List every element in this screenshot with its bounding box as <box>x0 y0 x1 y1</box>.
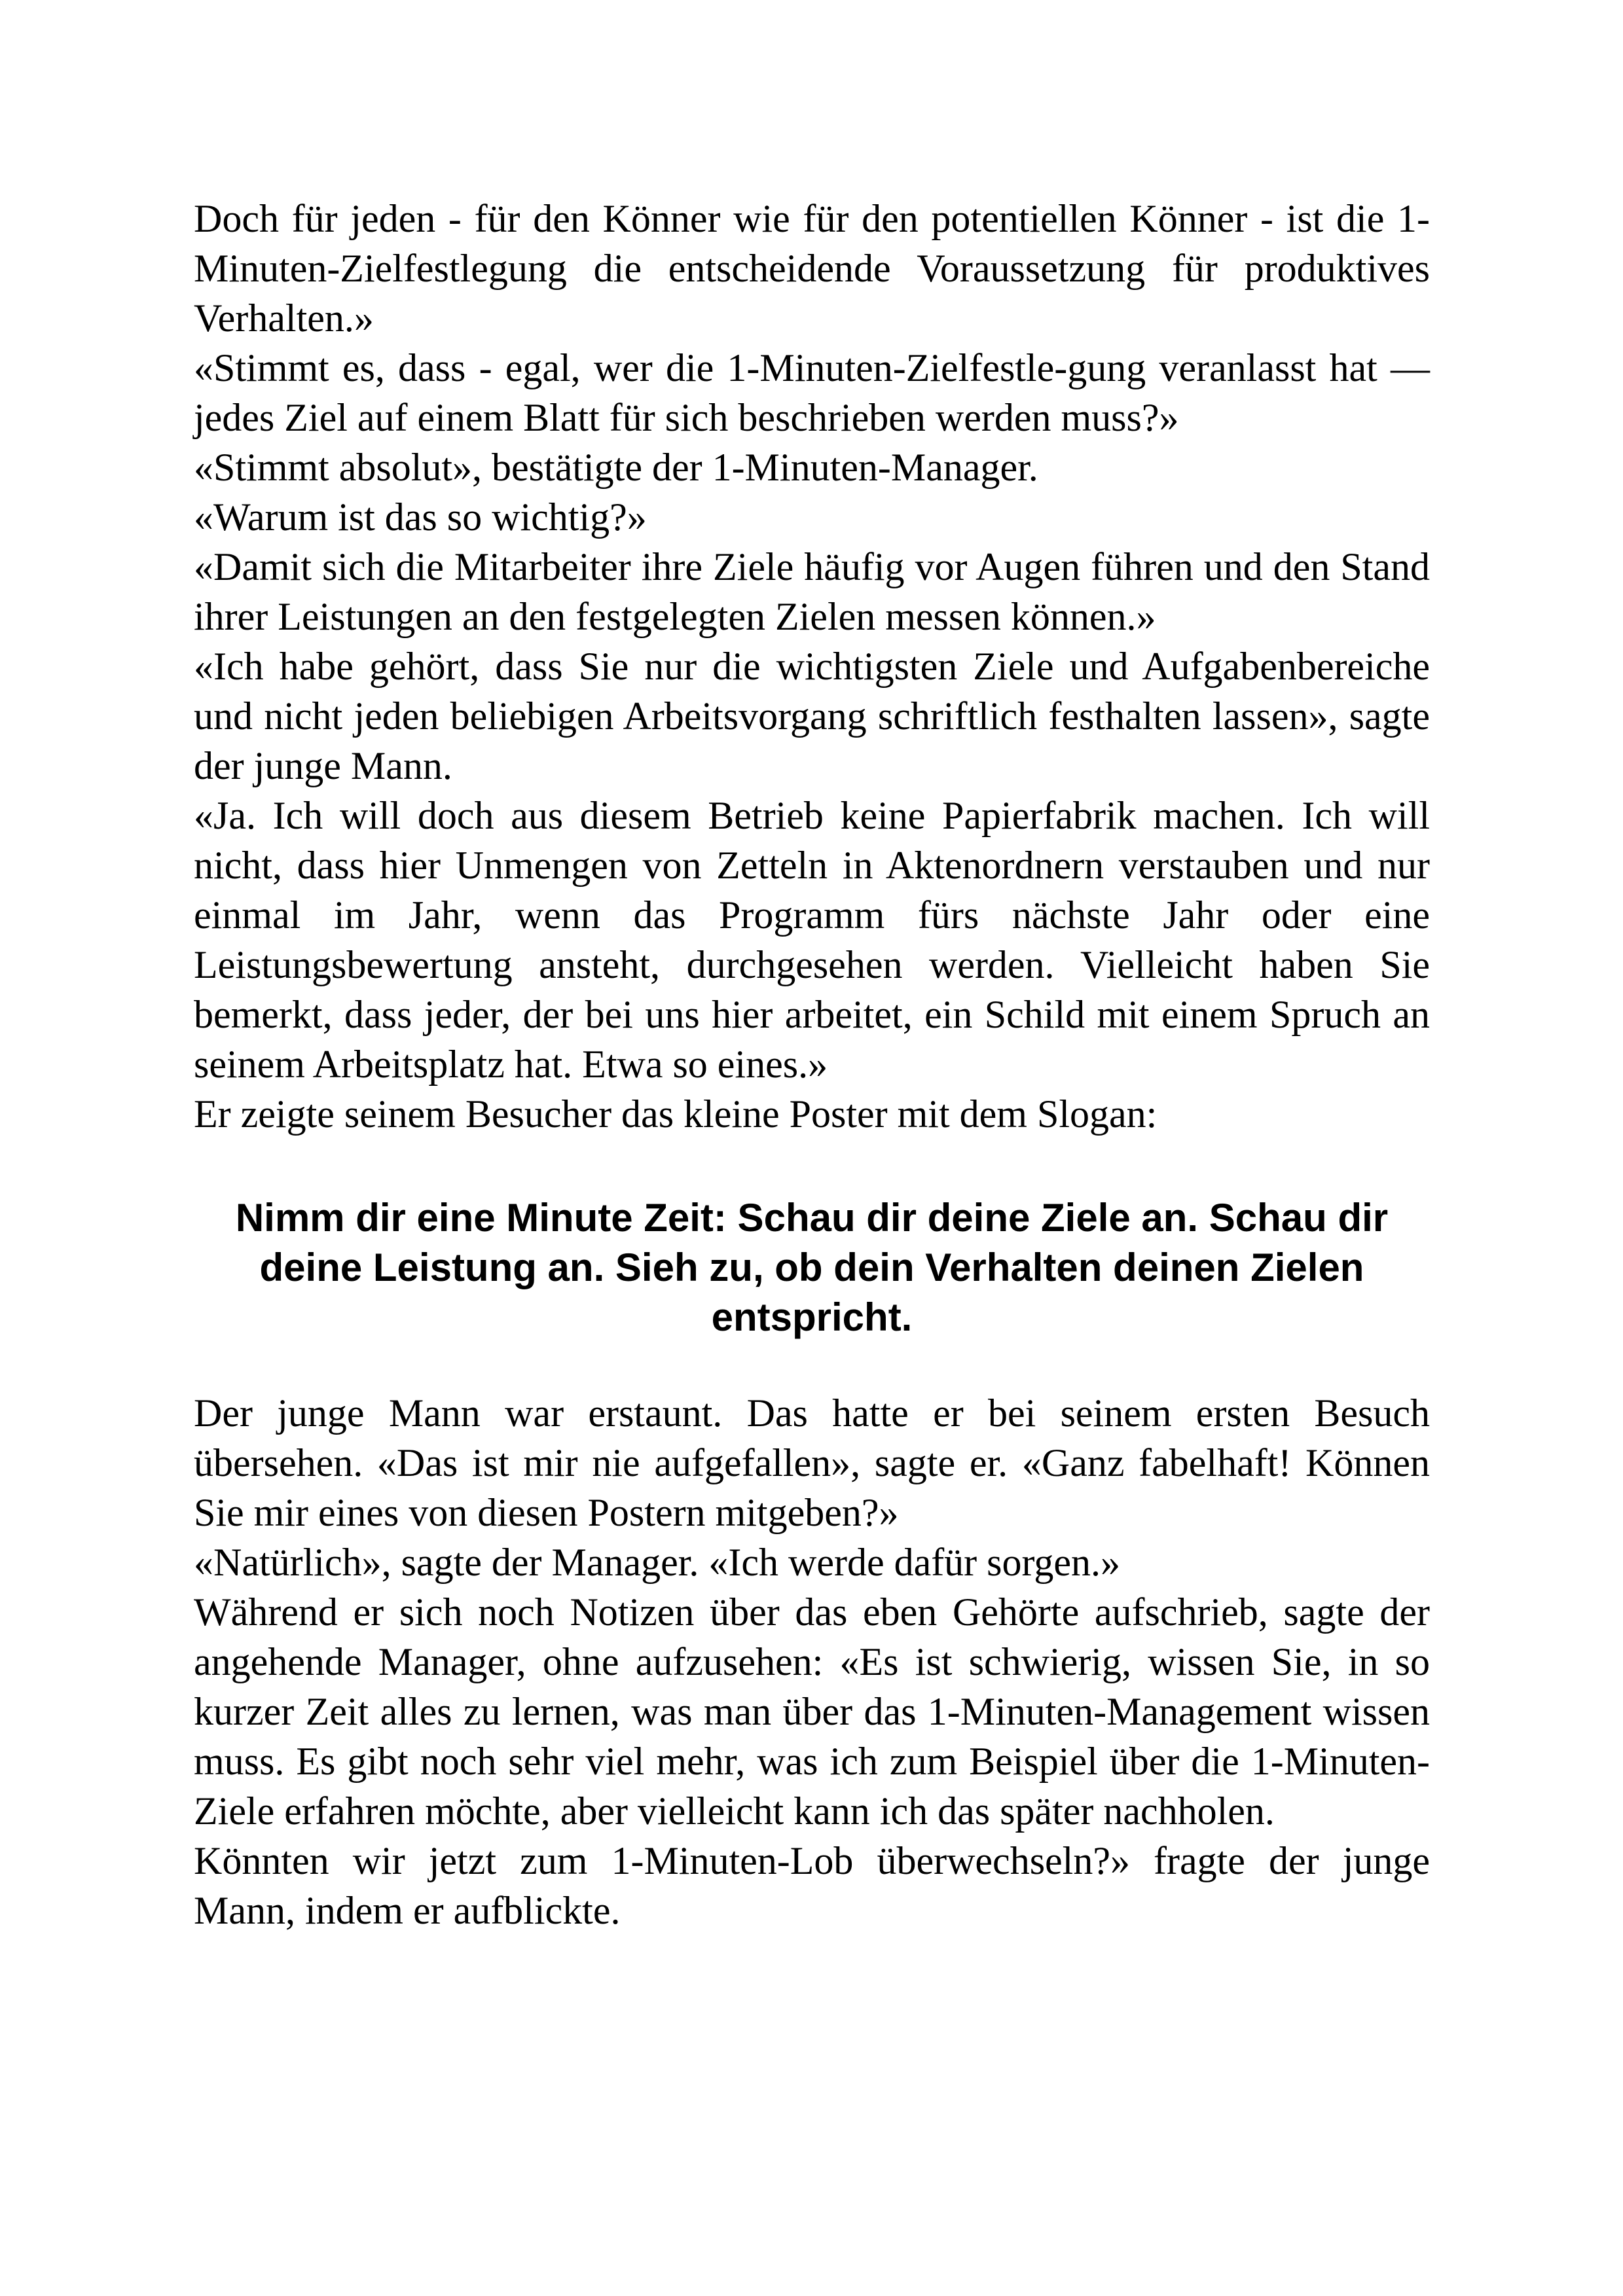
paragraph-8: Er zeigte seinem Besucher das kleine Poster mit dem Slogan: <box>194 1092 1158 1136</box>
paragraph-3: «Stimmt absolut», bestätigte der 1-Minuten-Manager. <box>194 446 1038 489</box>
paragraph-4: «Warum ist das so wichtig?» <box>194 495 647 539</box>
document-page <box>194 194 1430 1935</box>
paragraph-10: «Natürlich», sagte der Manager. «Ich werde dafür sorgen.» <box>194 1541 1121 1584</box>
poster-slogan: Nimm dir eine Minute Zeit: Schau dir deine Ziele an. Schau dir deine Leistung an. Sieh zu, ob dein Verhalten deinen Zielen entspricht. <box>235 1196 1389 1339</box>
paragraph-1: Doch für jeden - für den Könner wie für den potentiellen Könner - ist die 1-Minuten-Zielfestlegung die entscheidende Voraussetzung für produktives Verhalten.» <box>194 197 1430 340</box>
paragraph-11: Während er sich noch Notizen über das eben Gehörte aufschrieb, sagte der angehende Manager, ohne aufzusehen: «Es ist schwierig, wissen Sie, in so kurzer Zeit alles zu lernen, was man über das 1-Minuten-Management wissen muss. Es gibt noch sehr viel mehr, was ich zum Beispiel über die 1-Minuten-Ziele erfahren möchte, aber vielleicht kann ich das später nachholen. <box>194 1590 1430 1833</box>
paragraph-7: «Ja. Ich will doch aus diesem Betrieb keine Papierfabrik machen. Ich will nicht, dass hier Unmengen von Zetteln in Aktenordnern verstauben und nur einmal im Jahr, wenn das Programm fürs nächste Jahr oder eine Leistungsbewertung ansteht, durchgesehen werden. Vielleicht haben Sie bemerkt, dass jeder, der bei uns hier arbeitet, ein Schild mit einem Spruch an seinem Arbeitsplatz hat. Etwa so eines.» <box>194 794 1430 1086</box>
paragraph-5: «Damit sich die Mitarbeiter ihre Ziele häufig vor Augen führen und den Stand ihrer Leistungen an den festgelegten Zielen messen können.» <box>194 545 1430 638</box>
paragraph-9: Der junge Mann war erstaunt. Das hatte er bei seinem ersten Besuch übersehen. «Das ist mir nie aufgefallen», sagte er. «Ganz fabelhaft! Können Sie mir eines von diesen Postern mitgeben?» <box>194 1391 1430 1534</box>
paragraph-6: «Ich habe gehört, dass Sie nur die wichtigsten Ziele und Aufgabenbereiche und nicht jeden beliebigen Arbeitsvorgang schriftlich festhalten lassen», sagte der junge Mann. <box>194 645 1430 787</box>
paragraph-2: «Stimmt es, dass - egal, wer die 1-Minuten-Zielfestle-gung veranlasst hat — jedes Ziel auf einem Blatt für sich beschrieben werden muss?» <box>194 346 1430 439</box>
paragraph-12: Könnten wir jetzt zum 1-Minuten-Lob überwechseln?» fragte der junge Mann, indem er aufblickte. <box>194 1839 1430 1932</box>
